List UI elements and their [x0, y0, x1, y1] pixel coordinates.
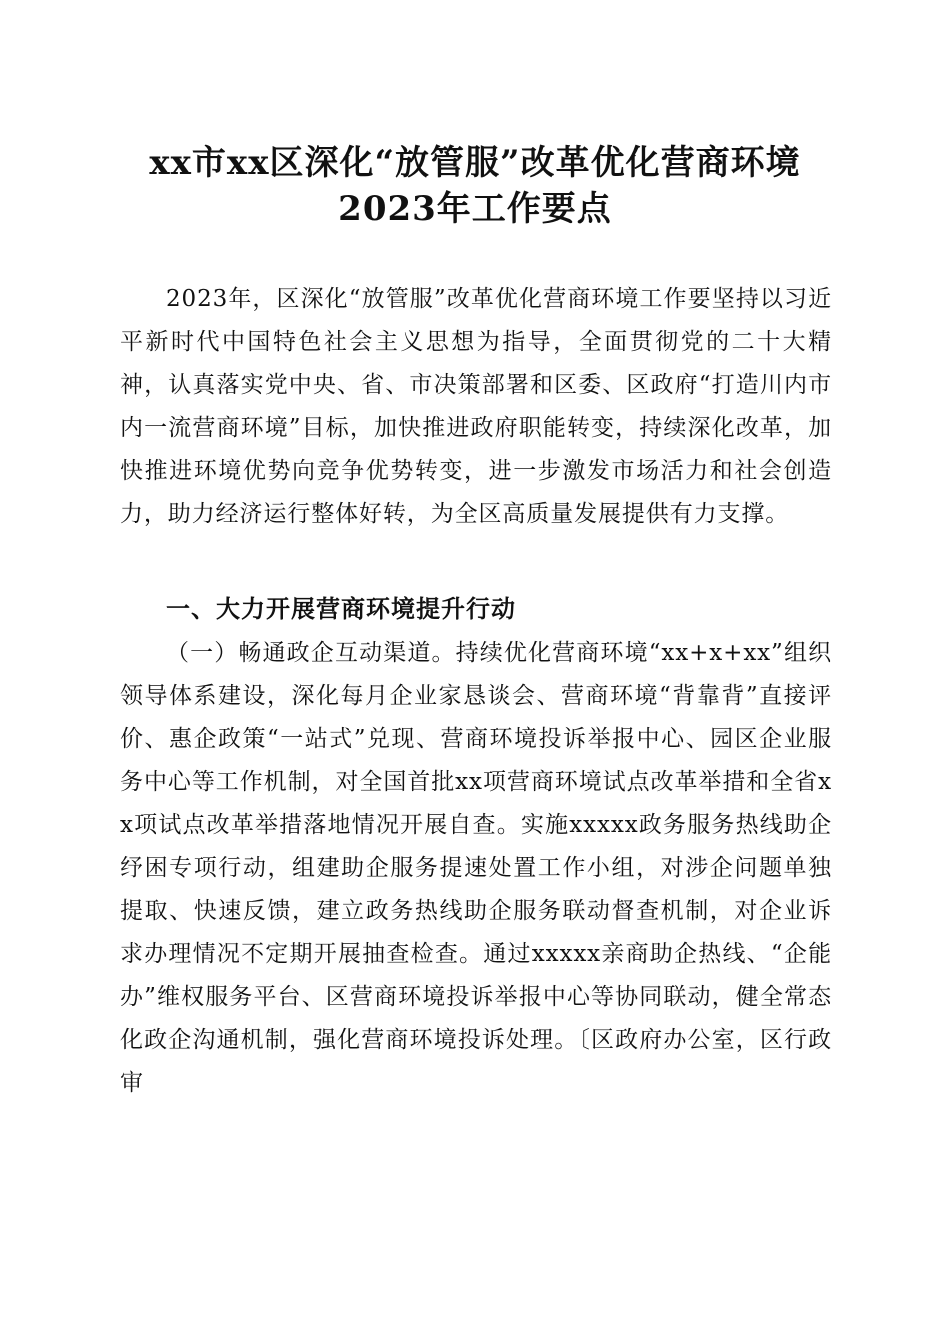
- section-heading-1: 一、大力开展营商环境提升行动: [166, 595, 516, 623]
- document-title-line-1: xx市xx区深化“放管服”改革优化营商环境: [149, 143, 801, 183]
- document-title-line-2: 2023年工作要点: [338, 189, 612, 229]
- intro-paragraph: 2023年，区深化“放管服”改革优化营商环境工作要坚持以习近平新时代中国特色社会主义思想为指导，全面贯彻党的二十大精神，认真落实党中央、省、市决策部署和区委、区政府“打造川内市内一流营商环境”目标，加快推进政府职能转变，持续深化改革，加快推进环境优势向竞争优势转变，进一步激发市场活力和社会创造力，助力经济运行整体好转，为全区高质量发展提供有力支撑。: [120, 286, 832, 527]
- section-1-item-1-paragraph: （一）畅通政企互动渠道。持续优化营商环境“xx+x+xx”组织领导体系建设，深化每月企业家恳谈会、营商环境“背靠背”直接评价、惠企政策“一站式”兑现、营商环境投诉举报中心、园区企业服务中心等工作机制，对全国首批xx项营商环境试点改革举措和全省xx项试点改革举措落地情况开展自查。实施xxxxx政务服务热线助企纾困专项行动，组建助企服务提速处置工作小组，对涉企问题单独提取、快速反馈，建立政务热线助企服务联动督查机制，对企业诉求办理情况不定期开展抽查检查。通过xxxxx亲商助企热线、“企能办”维权服务平台、区营商环境投诉举报中心等协同联动，健全常态化政企沟通机制，强化营商环境投诉处理。〔区政府办公室，区行政审: [120, 640, 832, 1096]
